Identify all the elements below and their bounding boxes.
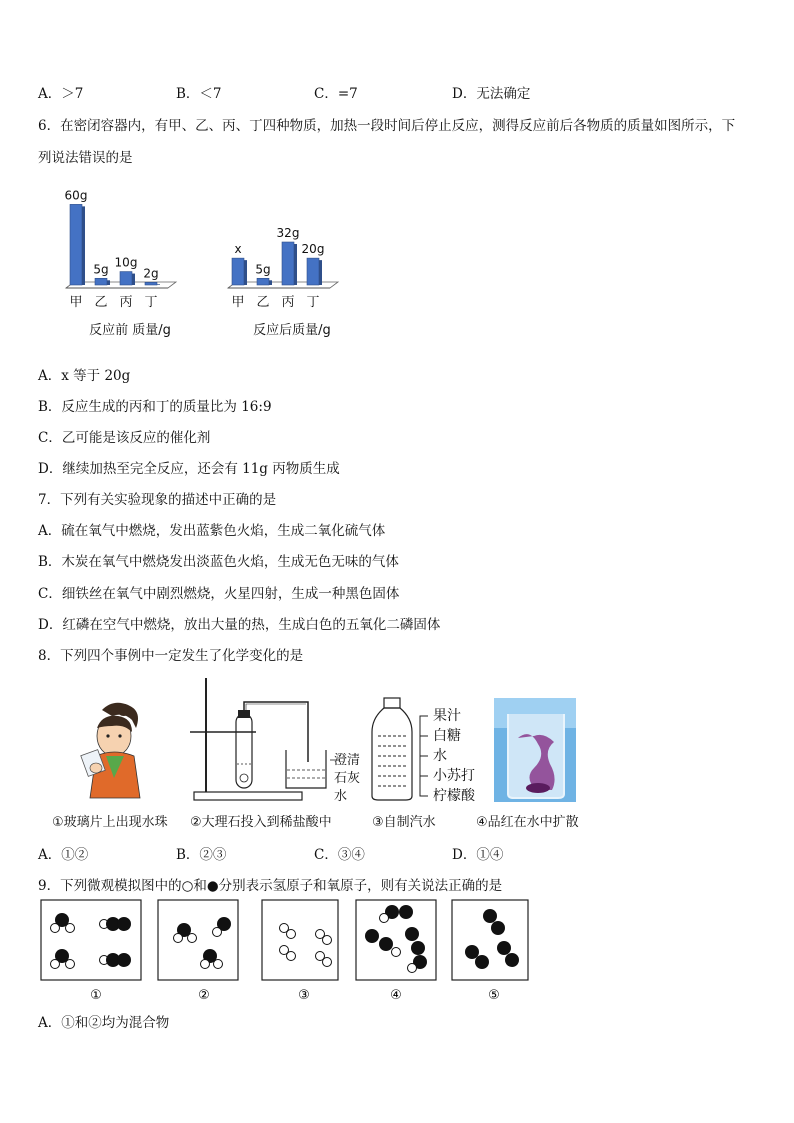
q5-options	[38, 82, 758, 102]
q7-stem: 7．下列有关实验现象的描述中正确的是	[38, 492, 277, 508]
chart-1-bar-1	[70, 204, 82, 285]
q6-option-c: C．乙可能是该反应的催化剂	[38, 430, 211, 446]
chart-1-category-2: 乙	[94, 295, 108, 310]
soda-ingredient-2: 白糖	[433, 728, 461, 744]
chart-2-category-2: 乙	[256, 295, 270, 310]
chart-2-bar-2	[257, 278, 269, 285]
chart-2-data-label-1: x	[234, 242, 242, 257]
q8-option-a: A．①②	[38, 847, 89, 863]
chart-1-data-label-2: 5g	[93, 262, 109, 277]
soda-ingredient-4: 小苏打	[433, 768, 475, 784]
q8-caption-1: ①玻璃片上出现水珠	[52, 815, 168, 830]
chart-1-category-1: 甲	[69, 295, 83, 310]
q8-figure-beaker	[494, 698, 576, 806]
soda-ingredients	[433, 706, 475, 806]
q6-option-d: D．继续加热至完全反应，还会有 11g 丙物质生成	[38, 461, 340, 477]
chart-2-bar-1-side	[244, 260, 247, 285]
q8-option-b: B．②③	[176, 847, 227, 863]
chart-2-bar-4	[307, 258, 319, 285]
q8-figure-girl	[74, 698, 154, 812]
chart-1-data-label-1: 60g	[64, 188, 88, 203]
q8-stem: 8．下列四个事例中一定发生了化学变化的是	[38, 648, 304, 664]
molecule-box-5	[452, 900, 528, 980]
chart-1-bar-3-side	[132, 274, 135, 285]
q6-stem-line2: 列说法错误的是	[38, 150, 133, 166]
q6-bar-charts	[50, 176, 360, 346]
molecule-box-3	[262, 900, 338, 980]
chart-2-category-4: 丁	[306, 295, 320, 310]
q7-option-c: C．细铁丝在氧气中剧烈燃烧，火星四射，生成一种黑色固体	[38, 586, 400, 602]
box-label-3: ③	[298, 988, 310, 1003]
chart-2-data-label-2: 5g	[255, 262, 271, 277]
q9-stem: 9．下列微观模拟图中的○和●分别表示氢原子和氧原子，则有关说法正确的是	[38, 878, 503, 894]
chart-1-bar-4	[145, 282, 157, 285]
q8-figure-apparatus	[184, 674, 364, 808]
molecule-box-4	[356, 900, 436, 980]
chart-1-bar-4-side	[157, 284, 160, 285]
chart-2-bar-2-side	[269, 280, 272, 285]
chart-2-bar-3-side	[294, 244, 297, 285]
girl-illustration	[74, 698, 154, 808]
q5-option-b: B．＜7	[176, 86, 222, 102]
q6-option-a: A．x 等于 20g	[38, 368, 131, 384]
chart-1-data-label-3: 10g	[114, 255, 138, 270]
q8-caption-3: ③自制汽水	[372, 815, 436, 830]
chart-2-category-1: 甲	[231, 295, 245, 310]
box-label-2: ②	[198, 988, 210, 1003]
chart-2-bar-3	[282, 242, 294, 285]
chart-2-category-3: 丙	[281, 295, 295, 310]
box-label-5: ⑤	[488, 988, 500, 1003]
q5-option-c: C．=7	[314, 86, 358, 102]
q8-caption-4: ④品红在水中扩散	[476, 815, 579, 830]
chart-1-title: 反应前 质量/g	[89, 323, 171, 338]
q9-figure	[40, 898, 540, 1008]
chart-1-category-3: 丙	[119, 295, 133, 310]
limewater-label-2: 石灰	[334, 771, 361, 786]
chart-2-data-label-3: 32g	[276, 226, 300, 240]
chart-2-title: 反应后质量/g	[253, 323, 331, 338]
q9-option-a: A．①和②均为混合物	[38, 1015, 170, 1031]
beaker-photo	[494, 698, 576, 802]
soda-ingredient-3: 水	[433, 748, 447, 764]
q7-option-d: D．红磷在空气中燃烧，放出大量的热，生成白色的五氧化二磷固体	[38, 617, 441, 633]
molecule-box-2	[158, 900, 238, 980]
q8-options	[38, 843, 758, 863]
chart-1-bar-2-side	[107, 280, 110, 285]
limewater-label	[334, 752, 360, 806]
chart-2-bar-4-side	[319, 260, 322, 285]
chart-1-bar-2	[95, 278, 107, 285]
q6-option-b: B．反应生成的丙和丁的质量比为 16:9	[38, 399, 272, 415]
molecule-box-1	[41, 900, 141, 980]
soda-bracket	[416, 714, 430, 802]
box-label-4: ④	[390, 988, 402, 1003]
chart-1-data-label-4: 2g	[143, 266, 159, 281]
q6-figure	[50, 176, 360, 350]
q5-option-d: D．无法确定	[452, 86, 531, 102]
q8-caption-2: ②大理石投入到稀盐酸中	[190, 815, 332, 830]
chart-2-data-label-4: 20g	[301, 242, 325, 257]
box-label-1: ①	[90, 988, 102, 1003]
soda-ingredient-1: 果汁	[433, 708, 461, 724]
q5-option-a: A．＞7	[38, 86, 84, 102]
chart-2-bar-1	[232, 258, 244, 285]
molecule-boxes	[40, 898, 540, 1004]
limewater-label-1: 澄清	[334, 753, 361, 768]
chart-1-category-4: 丁	[144, 295, 158, 310]
chart-1-bar-3	[120, 272, 132, 285]
q8-option-c: C．③④	[314, 847, 365, 863]
soda-ingredient-5: 柠檬酸	[433, 788, 475, 804]
limewater-label-3: 水	[334, 789, 348, 804]
bracket-line	[416, 714, 430, 798]
q6-stem-line1: 6．在密闭容器内，有甲、乙、丙、丁四种物质，加热一段时间后停止反应，测得反应前后各物质的质量如图所示，下	[38, 118, 736, 134]
chart-1-bar-1-side	[82, 206, 85, 285]
q7-option-b: B．木炭在氧气中燃烧发出淡蓝色火焰，生成无色无味的气体	[38, 554, 399, 570]
q8-option-d: D．①④	[452, 847, 504, 863]
q7-option-a: A．硫在氧气中燃烧，发出蓝紫色火焰，生成二氧化硫气体	[38, 523, 386, 539]
